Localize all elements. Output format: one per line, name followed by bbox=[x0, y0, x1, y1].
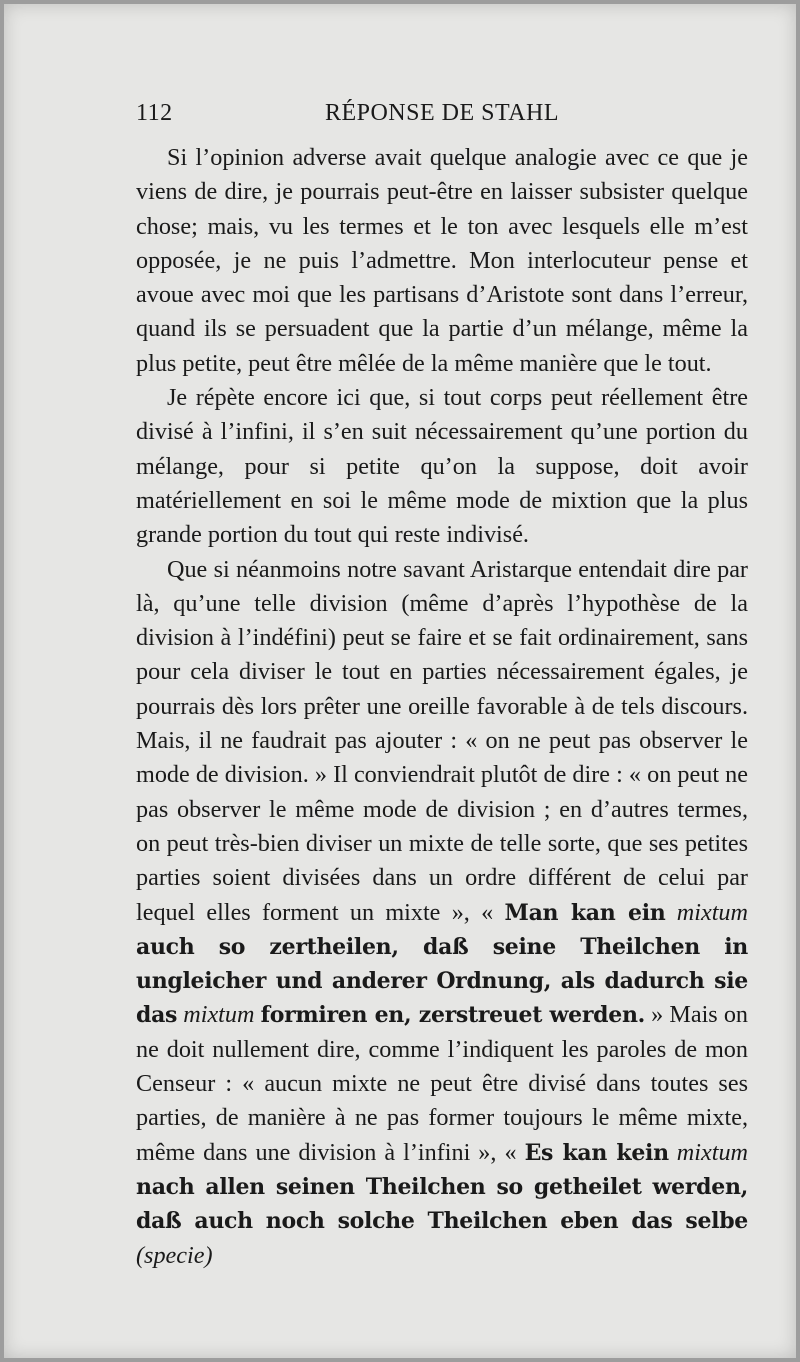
latin-term: (specie) bbox=[136, 1241, 213, 1269]
paragraph-3 bbox=[136, 553, 748, 1273]
french-text: » Mais on ne doit nullement dire, comme l’indiquent les paroles de mon Censeur : « aucun mixte ne peut être divisé dans toutes ses parties, de manière à ne pas former toujours le même mixte, même dans une division à l’infini », « bbox=[136, 1001, 749, 1166]
german-quote: nach allen seinen Theilchen so getheilet werden, daß auch noch solche Theilchen eben das selbe bbox=[136, 1173, 748, 1235]
paragraph-2: Je répète encore ici que, si tout corps peut réellement être divisé à l’infini, il s’en suit nécessairement qu’une portion du mélange, pour si petite qu’on la suppose, doit avoir matériellement en soi le même mode de mixtion que la plus grande portion du tout qui reste indivisé. bbox=[136, 384, 748, 549]
latin-term: mixtum bbox=[676, 1138, 749, 1166]
running-head bbox=[136, 100, 748, 134]
latin-term: mixtum bbox=[183, 1001, 255, 1029]
german-quote: Es kan kein bbox=[524, 1139, 669, 1166]
french-text: Que si néanmoins notre savant Aristarque entendait dire par là, qu’une telle division (même d’après l’hypothèse de la division à l’indéfini) peut se faire et se fait ordinairement, sans pour cela diviser le tout en parties nécessairement égales, je pourrais dès lors prêter une oreille favorable à de tels discours. Mais, il ne faudrait pas ajouter : « on ne peut pas observer le mode de division. » Il conviendrait plutôt de dire : « on peut ne pas observer le même mode de division ; en d’autres termes, on peut très-bien diviser un mixte de telle sorte, que ses petites parties soient divisées dans un ordre différent de celui par lequel elles forment un mixte », « bbox=[136, 555, 748, 926]
paragraph-1: Si l’opinion adverse avait quelque analogie avec ce que je viens de dire, je pourrais peut-être en laisser subsister quelque chose; mais, vu les termes et le ton avec lesquels elle m’est opposée, je ne puis l’admettre. Mon interlocuteur pense et avoue avec moi que les partisans d’Aristote sont dans l’erreur, quand ils se persuadent que la partie d’un mélange, même la plus petite, peut être mêlée de la même manière que le tout. bbox=[136, 144, 748, 377]
page-number: 112 bbox=[136, 100, 173, 126]
book-page bbox=[4, 4, 796, 1358]
german-quote: Man kan ein bbox=[504, 899, 666, 926]
running-title: RÉPONSE DE STAHL bbox=[324, 100, 560, 126]
latin-term: mixtum bbox=[676, 898, 748, 926]
german-quote: formiren en, zerstreuet werden. bbox=[260, 1002, 646, 1029]
text-block bbox=[136, 141, 748, 1273]
german-quote: auch so zertheilen, daß seine Theilchen in ungleicher und anderer Ordnung, als dadurch sie das bbox=[136, 933, 748, 1029]
